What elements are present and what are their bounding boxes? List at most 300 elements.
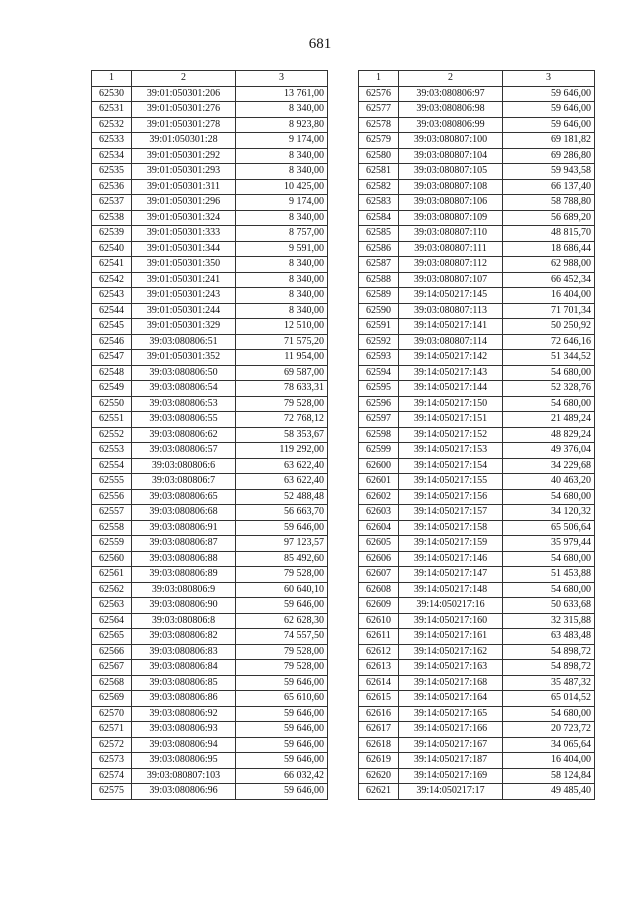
cadastral-value: 8 340,00 — [236, 148, 328, 164]
right-table — [358, 70, 595, 800]
cadastral-number: 39:14:050217:142 — [399, 350, 503, 366]
row-number: 62553 — [92, 443, 132, 459]
table-row — [359, 303, 595, 319]
row-number: 62584 — [359, 210, 399, 226]
table-row — [92, 598, 328, 614]
cadastral-number: 39:14:050217:151 — [399, 412, 503, 428]
table-row — [92, 86, 328, 102]
left-table — [91, 70, 328, 800]
row-number: 62585 — [359, 226, 399, 242]
cadastral-value: 69 181,82 — [503, 133, 595, 149]
row-number: 62596 — [359, 396, 399, 412]
row-number: 62620 — [359, 768, 399, 784]
cadastral-value: 8 340,00 — [236, 257, 328, 273]
cadastral-number: 39:14:050217:165 — [399, 706, 503, 722]
cadastral-number: 39:14:050217:169 — [399, 768, 503, 784]
table-row — [359, 272, 595, 288]
row-number: 62554 — [92, 458, 132, 474]
row-number: 62540 — [92, 241, 132, 257]
row-number: 62607 — [359, 567, 399, 583]
cadastral-value: 72 646,16 — [503, 334, 595, 350]
cadastral-value: 49 376,04 — [503, 443, 595, 459]
cadastral-number: 39:03:080806:96 — [132, 784, 236, 800]
cadastral-value: 65 014,52 — [503, 691, 595, 707]
cadastral-value: 20 723,72 — [503, 722, 595, 738]
row-number: 62543 — [92, 288, 132, 304]
row-number: 62598 — [359, 427, 399, 443]
row-number: 62613 — [359, 660, 399, 676]
table-row — [359, 536, 595, 552]
table-row — [92, 536, 328, 552]
column-header-cadastral: 2 — [399, 71, 503, 87]
cadastral-value: 60 640,10 — [236, 582, 328, 598]
table-row — [359, 226, 595, 242]
cadastral-value: 9 174,00 — [236, 195, 328, 211]
row-number: 62597 — [359, 412, 399, 428]
cadastral-value: 8 757,00 — [236, 226, 328, 242]
table-row — [359, 334, 595, 350]
cadastral-value: 79 528,00 — [236, 644, 328, 660]
cadastral-number: 39:01:050301:293 — [132, 164, 236, 180]
cadastral-value: 18 686,44 — [503, 241, 595, 257]
cadastral-value: 59 646,00 — [236, 598, 328, 614]
cadastral-value: 8 340,00 — [236, 288, 328, 304]
cadastral-value: 13 761,00 — [236, 86, 328, 102]
cadastral-number: 39:03:080807:106 — [399, 195, 503, 211]
left-table-body — [92, 86, 328, 799]
table-row — [359, 598, 595, 614]
table-row — [92, 288, 328, 304]
table-row — [359, 133, 595, 149]
cadastral-value: 54 680,00 — [503, 551, 595, 567]
table-row — [359, 241, 595, 257]
cadastral-value: 34 065,64 — [503, 737, 595, 753]
table-row — [359, 381, 595, 397]
row-number: 62541 — [92, 257, 132, 273]
table-row — [92, 148, 328, 164]
cadastral-number: 39:14:050217:156 — [399, 489, 503, 505]
cadastral-number: 39:03:080806:89 — [132, 567, 236, 583]
row-number: 62606 — [359, 551, 399, 567]
cadastral-number: 39:14:050217:168 — [399, 675, 503, 691]
row-number: 62593 — [359, 350, 399, 366]
cadastral-number: 39:01:050301:278 — [132, 117, 236, 133]
row-number: 62612 — [359, 644, 399, 660]
table-row — [92, 319, 328, 335]
cadastral-number: 39:03:080806:51 — [132, 334, 236, 350]
row-number: 62567 — [92, 660, 132, 676]
row-number: 62576 — [359, 86, 399, 102]
row-number: 62574 — [92, 768, 132, 784]
cadastral-value: 48 815,70 — [503, 226, 595, 242]
cadastral-number: 39:14:050217:155 — [399, 474, 503, 490]
row-number: 62579 — [359, 133, 399, 149]
row-number: 62534 — [92, 148, 132, 164]
table-row — [92, 675, 328, 691]
cadastral-number: 39:03:080806:55 — [132, 412, 236, 428]
cadastral-value: 69 286,80 — [503, 148, 595, 164]
table-row — [92, 365, 328, 381]
cadastral-value: 34 229,68 — [503, 458, 595, 474]
row-number: 62609 — [359, 598, 399, 614]
table-row — [359, 195, 595, 211]
table-row — [359, 365, 595, 381]
column-header-value: 3 — [236, 71, 328, 87]
cadastral-value: 54 680,00 — [503, 396, 595, 412]
row-number: 62561 — [92, 567, 132, 583]
table-row — [359, 86, 595, 102]
cadastral-number: 39:03:080806:83 — [132, 644, 236, 660]
cadastral-number: 39:01:050301:243 — [132, 288, 236, 304]
cadastral-value: 59 646,00 — [503, 102, 595, 118]
table-row — [92, 412, 328, 428]
cadastral-number: 39:14:050217:144 — [399, 381, 503, 397]
cadastral-number: 39:03:080807:105 — [399, 164, 503, 180]
cadastral-number: 39:03:080806:9 — [132, 582, 236, 598]
table-row — [359, 768, 595, 784]
cadastral-number: 39:03:080806:82 — [132, 629, 236, 645]
table-row — [359, 784, 595, 800]
cadastral-value: 59 646,00 — [236, 675, 328, 691]
table-row — [92, 195, 328, 211]
row-number: 62611 — [359, 629, 399, 645]
table-row — [359, 567, 595, 583]
table-row — [92, 241, 328, 257]
table-row — [92, 722, 328, 738]
table-row — [359, 722, 595, 738]
cadastral-value: 58 124,84 — [503, 768, 595, 784]
cadastral-value: 59 646,00 — [236, 722, 328, 738]
cadastral-number: 39:03:080806:53 — [132, 396, 236, 412]
cadastral-value: 21 489,24 — [503, 412, 595, 428]
table-row — [92, 551, 328, 567]
row-number: 62600 — [359, 458, 399, 474]
cadastral-number: 39:14:050217:152 — [399, 427, 503, 443]
column-header-cadastral: 2 — [132, 71, 236, 87]
table-row — [359, 396, 595, 412]
row-number: 62588 — [359, 272, 399, 288]
row-number: 62545 — [92, 319, 132, 335]
cadastral-number: 39:14:050217:187 — [399, 753, 503, 769]
cadastral-value: 9 591,00 — [236, 241, 328, 257]
row-number: 62557 — [92, 505, 132, 521]
cadastral-value: 62 628,30 — [236, 613, 328, 629]
table-row — [92, 582, 328, 598]
cadastral-value: 48 829,24 — [503, 427, 595, 443]
table-row — [359, 443, 595, 459]
cadastral-value: 74 557,50 — [236, 629, 328, 645]
table-row — [92, 334, 328, 350]
row-number: 62594 — [359, 365, 399, 381]
table-row — [92, 226, 328, 242]
table-row — [92, 489, 328, 505]
row-number: 62583 — [359, 195, 399, 211]
row-number: 62547 — [92, 350, 132, 366]
cadastral-value: 58 788,80 — [503, 195, 595, 211]
row-number: 62532 — [92, 117, 132, 133]
cadastral-value: 72 768,12 — [236, 412, 328, 428]
table-row — [359, 117, 595, 133]
cadastral-value: 50 633,68 — [503, 598, 595, 614]
row-number: 62618 — [359, 737, 399, 753]
cadastral-value: 62 988,00 — [503, 257, 595, 273]
cadastral-number: 39:14:050217:146 — [399, 551, 503, 567]
cadastral-number: 39:03:080806:90 — [132, 598, 236, 614]
cadastral-number: 39:03:080806:88 — [132, 551, 236, 567]
row-number: 62565 — [92, 629, 132, 645]
cadastral-number: 39:03:080806:57 — [132, 443, 236, 459]
cadastral-value: 59 646,00 — [236, 706, 328, 722]
cadastral-number: 39:14:050217:154 — [399, 458, 503, 474]
row-number: 62531 — [92, 102, 132, 118]
cadastral-value: 8 340,00 — [236, 210, 328, 226]
cadastral-value: 51 453,88 — [503, 567, 595, 583]
cadastral-number: 39:01:050301:241 — [132, 272, 236, 288]
row-number: 62599 — [359, 443, 399, 459]
row-number: 62586 — [359, 241, 399, 257]
table-row — [359, 288, 595, 304]
cadastral-number: 39:01:050301:292 — [132, 148, 236, 164]
cadastral-value: 49 485,40 — [503, 784, 595, 800]
cadastral-number: 39:03:080806:54 — [132, 381, 236, 397]
cadastral-value: 54 680,00 — [503, 489, 595, 505]
cadastral-value: 40 463,20 — [503, 474, 595, 490]
cadastral-number: 39:14:050217:164 — [399, 691, 503, 707]
cadastral-number: 39:14:050217:161 — [399, 629, 503, 645]
row-number: 62578 — [359, 117, 399, 133]
cadastral-number: 39:01:050301:350 — [132, 257, 236, 273]
cadastral-number: 39:01:050301:311 — [132, 179, 236, 195]
table-row — [359, 474, 595, 490]
table-row — [359, 644, 595, 660]
cadastral-value: 12 510,00 — [236, 319, 328, 335]
table-row — [359, 412, 595, 428]
row-number: 62572 — [92, 737, 132, 753]
cadastral-number: 39:03:080806:50 — [132, 365, 236, 381]
cadastral-number: 39:03:080807:100 — [399, 133, 503, 149]
cadastral-value: 59 646,00 — [503, 117, 595, 133]
cadastral-value: 54 680,00 — [503, 365, 595, 381]
table-row — [92, 210, 328, 226]
row-number: 62537 — [92, 195, 132, 211]
row-number: 62564 — [92, 613, 132, 629]
cadastral-number: 39:03:080807:103 — [132, 768, 236, 784]
cadastral-value: 59 943,58 — [503, 164, 595, 180]
cadastral-value: 79 528,00 — [236, 567, 328, 583]
row-number: 62544 — [92, 303, 132, 319]
cadastral-value: 8 340,00 — [236, 164, 328, 180]
cadastral-number: 39:03:080807:110 — [399, 226, 503, 242]
row-number: 62589 — [359, 288, 399, 304]
row-number: 62549 — [92, 381, 132, 397]
cadastral-value: 51 344,52 — [503, 350, 595, 366]
cadastral-value: 34 120,32 — [503, 505, 595, 521]
table-row — [359, 489, 595, 505]
page-number: 681 — [308, 36, 332, 52]
table-row — [92, 520, 328, 536]
cadastral-value: 119 292,00 — [236, 443, 328, 459]
column-header-number: 1 — [92, 71, 132, 87]
cadastral-value: 56 663,70 — [236, 505, 328, 521]
table-row — [92, 737, 328, 753]
cadastral-number: 39:03:080806:6 — [132, 458, 236, 474]
cadastral-number: 39:14:050217:159 — [399, 536, 503, 552]
cadastral-value: 8 340,00 — [236, 272, 328, 288]
cadastral-number: 39:03:080806:94 — [132, 737, 236, 753]
cadastral-number: 39:03:080806:99 — [399, 117, 503, 133]
cadastral-value: 79 528,00 — [236, 660, 328, 676]
cadastral-number: 39:14:050217:166 — [399, 722, 503, 738]
cadastral-number: 39:01:050301:244 — [132, 303, 236, 319]
column-header-value: 3 — [503, 71, 595, 87]
row-number: 62560 — [92, 551, 132, 567]
row-number: 62587 — [359, 257, 399, 273]
row-number: 62591 — [359, 319, 399, 335]
row-number: 62535 — [92, 164, 132, 180]
row-number: 62619 — [359, 753, 399, 769]
cadastral-number: 39:03:080806:95 — [132, 753, 236, 769]
table-row — [92, 350, 328, 366]
table-row — [92, 691, 328, 707]
table-row — [359, 660, 595, 676]
table-row — [92, 753, 328, 769]
cadastral-number: 39:01:050301:206 — [132, 86, 236, 102]
table-row — [92, 629, 328, 645]
table-row — [92, 660, 328, 676]
cadastral-number: 39:01:050301:276 — [132, 102, 236, 118]
table-row — [359, 706, 595, 722]
cadastral-value: 54 680,00 — [503, 582, 595, 598]
cadastral-value: 52 488,48 — [236, 489, 328, 505]
cadastral-value: 54 680,00 — [503, 706, 595, 722]
table-row — [359, 350, 595, 366]
cadastral-value: 66 137,40 — [503, 179, 595, 195]
cadastral-number: 39:03:080807:108 — [399, 179, 503, 195]
cadastral-number: 39:14:050217:150 — [399, 396, 503, 412]
right-table-body — [359, 86, 595, 799]
table-row — [92, 768, 328, 784]
table-row — [359, 505, 595, 521]
cadastral-number: 39:01:050301:28 — [132, 133, 236, 149]
row-number: 62568 — [92, 675, 132, 691]
row-number: 62538 — [92, 210, 132, 226]
row-number: 62551 — [92, 412, 132, 428]
table-row — [92, 613, 328, 629]
table-row — [92, 396, 328, 412]
cadastral-value: 8 923,80 — [236, 117, 328, 133]
row-number: 62605 — [359, 536, 399, 552]
cadastral-number: 39:14:050217:167 — [399, 737, 503, 753]
cadastral-value: 32 315,88 — [503, 613, 595, 629]
cadastral-number: 39:14:050217:16 — [399, 598, 503, 614]
column-header-number: 1 — [359, 71, 399, 87]
row-number: 62562 — [92, 582, 132, 598]
cadastral-value: 71 575,20 — [236, 334, 328, 350]
cadastral-value: 59 646,00 — [236, 520, 328, 536]
cadastral-value: 8 340,00 — [236, 102, 328, 118]
cadastral-value: 97 123,57 — [236, 536, 328, 552]
cadastral-number: 39:14:050217:143 — [399, 365, 503, 381]
row-number: 62614 — [359, 675, 399, 691]
cadastral-value: 69 587,00 — [236, 365, 328, 381]
cadastral-value: 52 328,76 — [503, 381, 595, 397]
cadastral-value: 85 492,60 — [236, 551, 328, 567]
cadastral-number: 39:01:050301:296 — [132, 195, 236, 211]
cadastral-number: 39:03:080806:93 — [132, 722, 236, 738]
row-number: 62603 — [359, 505, 399, 521]
table-row — [359, 675, 595, 691]
row-number: 62590 — [359, 303, 399, 319]
cadastral-number: 39:14:050217:158 — [399, 520, 503, 536]
cadastral-value: 65 506,64 — [503, 520, 595, 536]
cadastral-number: 39:01:050301:352 — [132, 350, 236, 366]
table-row — [92, 567, 328, 583]
table-row — [92, 117, 328, 133]
cadastral-value: 59 646,00 — [236, 753, 328, 769]
cadastral-number: 39:03:080806:65 — [132, 489, 236, 505]
cadastral-value: 79 528,00 — [236, 396, 328, 412]
cadastral-number: 39:14:050217:163 — [399, 660, 503, 676]
table-row — [92, 644, 328, 660]
cadastral-number: 39:03:080807:113 — [399, 303, 503, 319]
row-number: 62573 — [92, 753, 132, 769]
row-number: 62559 — [92, 536, 132, 552]
row-number: 62617 — [359, 722, 399, 738]
cadastral-value: 59 646,00 — [236, 737, 328, 753]
row-number: 62563 — [92, 598, 132, 614]
row-number: 62546 — [92, 334, 132, 350]
cadastral-value: 35 487,32 — [503, 675, 595, 691]
table-row — [359, 629, 595, 645]
table-row — [92, 272, 328, 288]
row-number: 62601 — [359, 474, 399, 490]
cadastral-value: 71 701,34 — [503, 303, 595, 319]
table-row — [92, 102, 328, 118]
row-number: 62556 — [92, 489, 132, 505]
row-number: 62582 — [359, 179, 399, 195]
cadastral-number: 39:01:050301:333 — [132, 226, 236, 242]
cadastral-value: 11 954,00 — [236, 350, 328, 366]
table-row — [359, 691, 595, 707]
table-row — [359, 427, 595, 443]
table-row — [359, 753, 595, 769]
row-number: 62558 — [92, 520, 132, 536]
cadastral-number: 39:14:050217:145 — [399, 288, 503, 304]
table-row — [359, 458, 595, 474]
row-number: 62595 — [359, 381, 399, 397]
table-row — [92, 458, 328, 474]
row-number: 62615 — [359, 691, 399, 707]
table-row — [359, 164, 595, 180]
table-row — [359, 179, 595, 195]
row-number: 62571 — [92, 722, 132, 738]
row-number: 62602 — [359, 489, 399, 505]
cadastral-number: 39:03:080806:84 — [132, 660, 236, 676]
cadastral-number: 39:03:080806:92 — [132, 706, 236, 722]
cadastral-value: 16 404,00 — [503, 753, 595, 769]
table-row — [359, 551, 595, 567]
cadastral-number: 39:14:050217:17 — [399, 784, 503, 800]
row-number: 62550 — [92, 396, 132, 412]
table-row — [92, 505, 328, 521]
cadastral-value: 10 425,00 — [236, 179, 328, 195]
cadastral-value: 54 898,72 — [503, 644, 595, 660]
cadastral-value: 50 250,92 — [503, 319, 595, 335]
cadastral-number: 39:14:050217:162 — [399, 644, 503, 660]
cadastral-value: 54 898,72 — [503, 660, 595, 676]
row-number: 62621 — [359, 784, 399, 800]
row-number: 62610 — [359, 613, 399, 629]
